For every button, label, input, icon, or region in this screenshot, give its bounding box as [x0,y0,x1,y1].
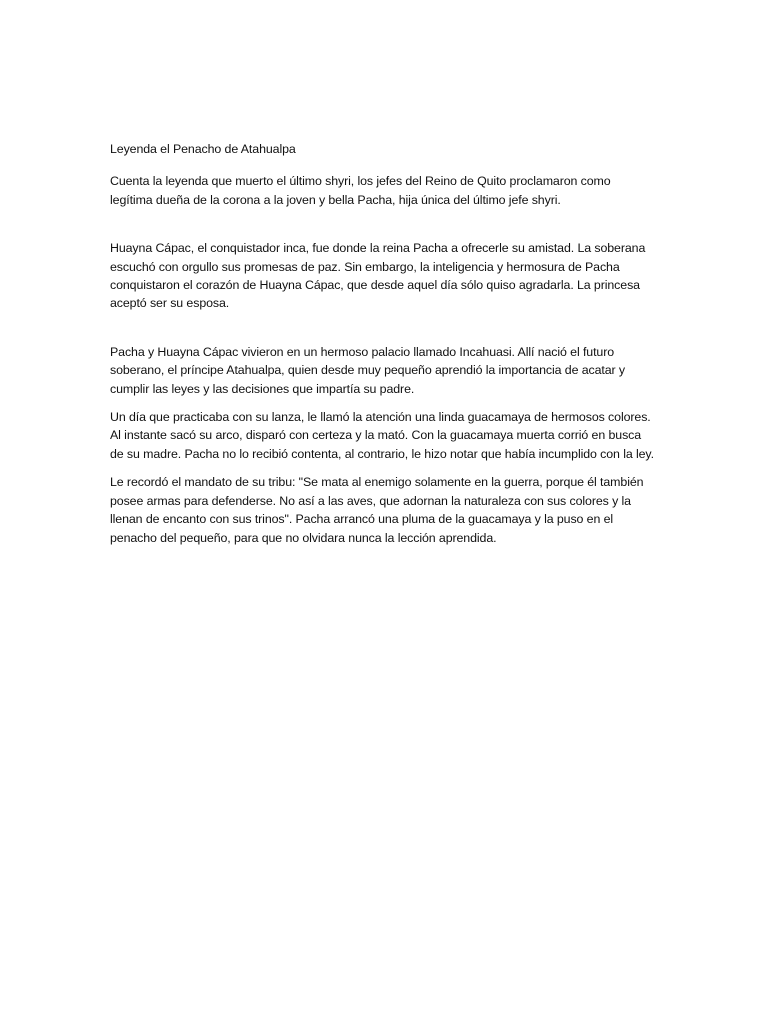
document-title: Leyenda el Penacho de Atahualpa [110,142,296,156]
paragraph-1: Cuenta la leyenda que muerto el último shyri, los jefes del Reino de Quito proclamaron como legítima dueña de la corona a la joven y bella Pacha, hija única del último jefe shyri. [110,174,611,207]
document-body [110,140,655,557]
paragraph-4: Un día que practicaba con su lanza, le llamó la atención una linda guacamaya de hermosos colores. Al instante sacó su arco, disparó con certeza y la mató. Con la guacamaya muerta corrió en busca de su madre. Pacha no lo recibió contenta, al contrario, le hizo notar que había incumplido con la ley. [110,410,654,461]
paragraph-2: Huayna Cápac, el conquistador inca, fue donde la reina Pacha a ofrecerle su amistad. La soberana escuchó con orgullo sus promesas de paz. Sin embargo, la inteligencia y hermosura de Pacha conquistaron el corazón de Huayna Cápac, que desde aquel día sólo quiso agradarla. La princesa aceptó ser su esposa. [110,241,646,311]
paragraph-5: Le recordó el mandato de su tribu: "Se mata al enemigo solamente en la guerra, porque él también posee armas para defenderse. No así a las aves, que adornan la naturaleza con sus colores y la llenan de encanto con sus trinos". Pacha arrancó una pluma de la guacamaya y la puso en el penacho del pequeño, para que no olvidara nunca la lección aprendida. [110,475,644,545]
paragraph-3: Pacha y Huayna Cápac vivieron en un hermoso palacio llamado Incahuasi. Allí nació el futuro soberano, el príncipe Atahualpa, quien desde muy pequeño aprendió la importancia de acatar y cumplir las leyes y las decisiones que impartía su padre. [110,344,626,396]
